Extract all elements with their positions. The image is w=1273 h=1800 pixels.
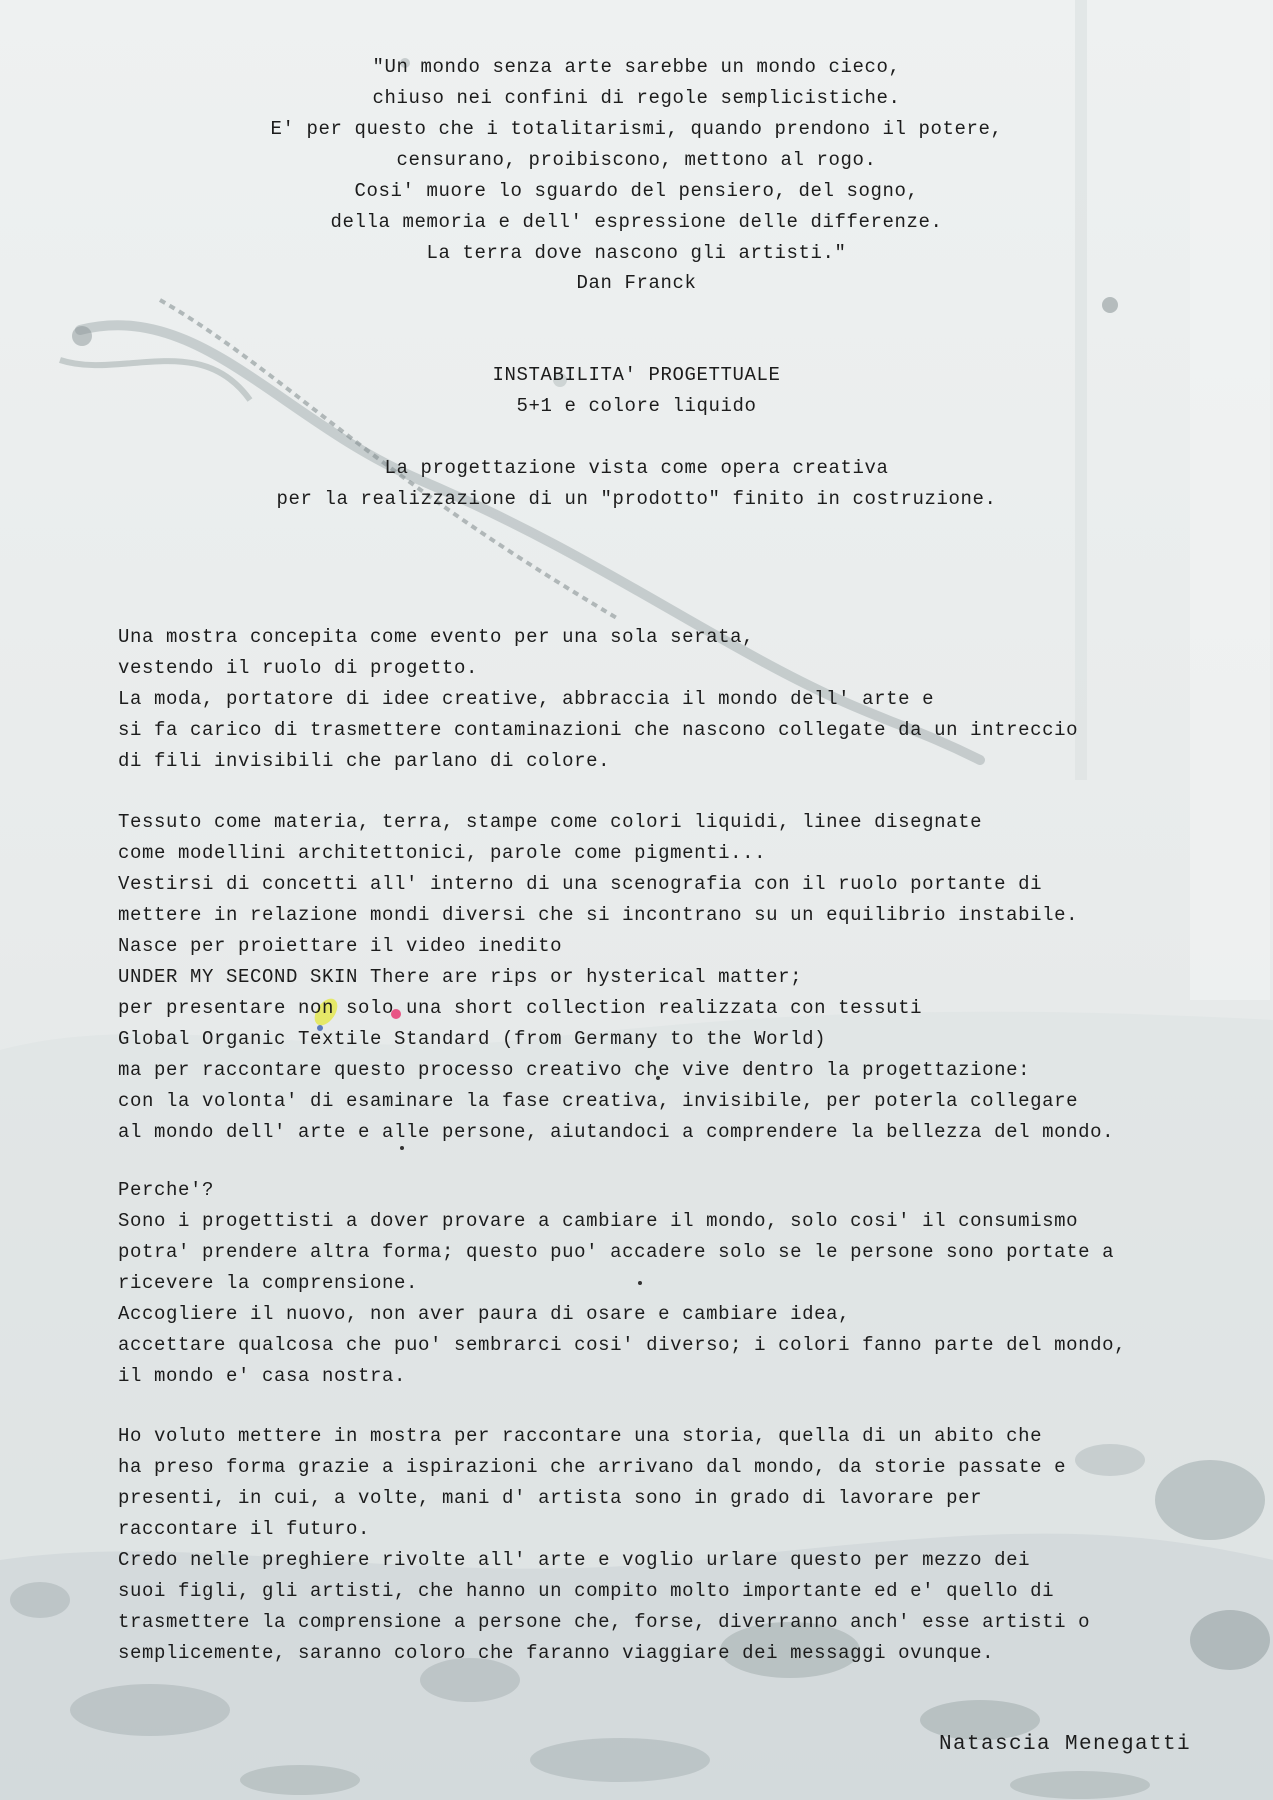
text-line: si fa carico di trasmettere contaminazioni che nascono collegate da un intreccio (118, 719, 1079, 741)
text-line: Accogliere il nuovo, non aver paura di osare e cambiare idea, (118, 1303, 851, 1325)
text-line: al mondo dell' arte e alle persone, aiutandoci a comprendere la bellezza del mondo. (118, 1121, 1115, 1143)
text-line: Global Organic Textile Standard (from Germany to the World) (118, 1028, 827, 1050)
quote-block (0, 52, 1273, 269)
text-line: con la volonta' di esaminare la fase creativa, invisibile, per poterla collegare (118, 1090, 1079, 1112)
text-line: Perche'? (118, 1179, 215, 1201)
signature: Natascia Menegatti (938, 1733, 1191, 1756)
text-line: di fili invisibili che parlano di colore. (118, 750, 611, 772)
text-line: presenti, in cui, a volte, mani d' artista sono in grado di lavorare per (118, 1487, 983, 1509)
quote-line: chiuso nei confini di regole semplicistiche. (372, 87, 901, 109)
text-line: trasmettere la comprensione a persone che, forse, diverranno anch' esse artisti o (118, 1611, 1091, 1633)
text-line: Sono i progettisti a dover provare a cambiare il mondo, solo cosi' il consumismo (118, 1210, 1079, 1232)
text-line: come modellini architettonici, parole come pigmenti... (118, 842, 767, 864)
text-line: Ho voluto mettere in mostra per raccontare una storia, quella di un abito che (118, 1425, 1043, 1447)
text-line: Nasce per proiettare il video inedito (118, 935, 563, 957)
page-subtitle: 5+1 e colore liquido (516, 395, 757, 417)
text-line: mettere in relazione mondi diversi che si incontrano su un equilibrio instabile. (118, 904, 1079, 926)
quote-line: E' per questo che i totalitarismi, quando prendono il potere, (270, 118, 1003, 140)
quote-author: Dan Franck (576, 272, 697, 294)
quote-line: "Un mondo senza arte sarebbe un mondo cieco, (372, 56, 901, 78)
quote-author-block (0, 268, 1273, 299)
text-line: Una mostra concepita come evento per una sola serata, (118, 626, 755, 648)
text-line: potra' prendere altra forma; questo puo' accadere solo se le persone sono portate a (118, 1241, 1115, 1263)
quote-line: censurano, proibiscono, mettono al rogo. (396, 149, 877, 171)
text-line: La moda, portatore di idee creative, abbraccia il mondo dell' arte e (118, 688, 935, 710)
text-line: Tessuto come materia, terra, stampe come colori liquidi, linee disegnate (118, 811, 983, 833)
intro-line: per la realizzazione di un "prodotto" finito in costruzione. (276, 488, 997, 510)
text-line: vestendo il ruolo di progetto. (118, 657, 479, 679)
quote-line: La terra dove nascono gli artisti." (426, 242, 847, 264)
text-line: suoi figli, gli artisti, che hanno un compito molto importante ed e' quello di (118, 1580, 1055, 1602)
quote-line: della memoria e dell' espressione delle differenze. (330, 211, 943, 233)
page-title: INSTABILITA' PROGETTUALE (492, 364, 781, 386)
text-line: Vestirsi di concetti all' interno di una scenografia con il ruolo portante di (118, 873, 1043, 895)
paragraph-3 (118, 1175, 1238, 1392)
title-block (0, 360, 1273, 422)
paragraph-1 (118, 622, 1238, 777)
text-line: semplicemente, saranno coloro che faranno viaggiare dei messaggi ovunque. (118, 1642, 995, 1664)
text-line: Credo nelle preghiere rivolte all' arte e voglio urlare questo per mezzo dei (118, 1549, 1031, 1571)
quote-line: Cosi' muore lo sguardo del pensiero, del sogno, (354, 180, 919, 202)
text-line: ma per raccontare questo processo creativo che vive dentro la progettazione: (118, 1059, 1031, 1081)
text-line: ha preso forma grazie a ispirazioni che arrivano dal mondo, da storie passate e (118, 1456, 1067, 1478)
text-line: per presentare non solo una short collection realizzata con tessuti (118, 997, 923, 1019)
intro-block (0, 453, 1273, 515)
text-line: raccontare il futuro. (118, 1518, 371, 1540)
text-line: ricevere la comprensione. (118, 1272, 419, 1294)
paragraph-2 (118, 807, 1238, 1148)
paragraph-4 (118, 1421, 1238, 1669)
text-line: accettare qualcosa che puo' sembrarci cosi' diverso; i colori fanno parte del mondo, (118, 1334, 1127, 1356)
intro-line: La progettazione vista come opera creativa (384, 457, 889, 479)
text-line: il mondo e' casa nostra. (118, 1365, 407, 1387)
text-line: UNDER MY SECOND SKIN There are rips or hysterical matter; (118, 966, 803, 988)
